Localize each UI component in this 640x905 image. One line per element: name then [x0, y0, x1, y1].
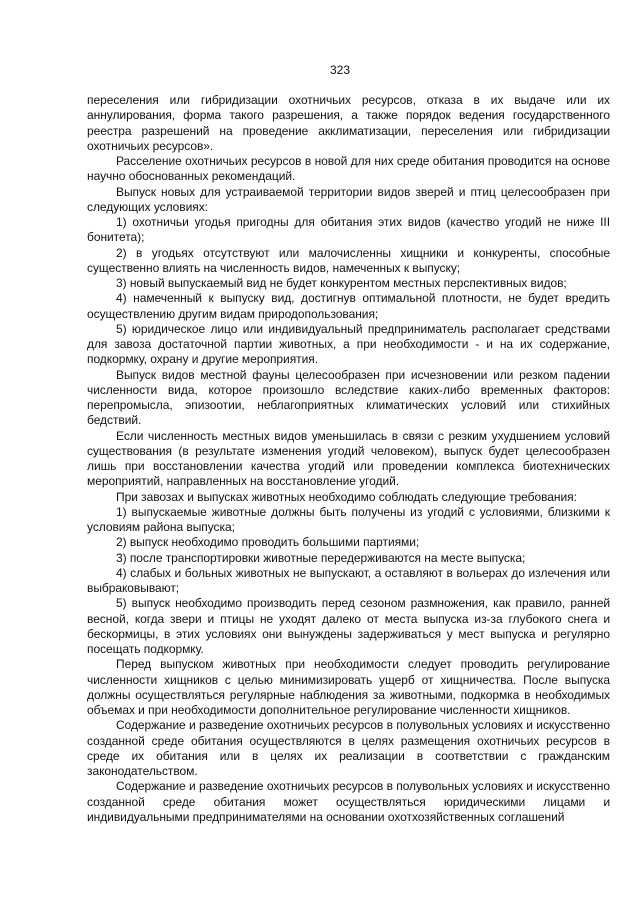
paragraph-5: Если численность местных видов уменьшилась в связи с резким ухудшением условий существования (в результате изменения угодий человеком), выпуск будет целесообразен лишь при восстановлении качества угодий или проведении комплекса биотехнических мероприятий, направленных на восстановление угодий.	[87, 428, 610, 489]
list-item-4: 4) намеченный к выпуску вид, достигнув оптимальной плотности, не будет вредить осуществлению другим видам природопользования;	[87, 291, 610, 321]
requirement-item-2: 2) выпуск необходимо проводить большими партиями;	[116, 535, 420, 550]
requirement-item-3: 3) после транспортировки животные передерживаются на месте выпуска;	[116, 550, 526, 565]
requirement-item-4: 4) слабых и больных животных не выпускают, а оставляют в вольерах до излечения или выбраковывают;	[87, 565, 610, 595]
list-item-5: 5) юридическое лицо или индивидуальный предприниматель располагает средствами для завоза достаточной партии животных, а при необходимости - и на их содержание, подкормку, охрану и другие мероприятия.	[87, 321, 610, 367]
paragraph-2: Расселение охотничьих ресурсов в новой для них среде обитания проводится на основе научно обоснованных рекомендаций.	[87, 154, 610, 184]
paragraph-8: Содержание и разведение охотничьих ресурсов в полувольных условиях и искусственно созданной среде обитания осуществляются в целях размещения охотничьих ресурсов в среде их обитания или в целях их реализации в соответствии с гражданским законодательством.	[87, 718, 610, 778]
list-item-3: 3) новый выпускаемый вид не будет конкурентом местных перспективных видов;	[116, 276, 567, 290]
paragraph-7: Перед выпуском животных при необходимости следует проводить регулирование численности хищников с целью минимизировать ущерб от хищничества. После выпуска должны осуществляться регулярные наблюдения за животными, подкормка в необходимых объемах и при необходимости дополнительное регулирование численности хищников.	[87, 657, 610, 717]
paragraph-9: Содержание и разведение охотничьих ресурсов в полувольных условиях и искусственно созданной среде обитания может осуществляться юридическими лицами и индивидуальными предпринимателями на основании охотхозяйственных соглашений	[87, 779, 610, 824]
paragraph-6: При завозах и выпусках животных необходимо соблюдать следующие требования:	[116, 489, 577, 504]
paragraph-4: Выпуск видов местной фауны целесообразен при исчезновении или резком падении численности вида, которое произошло вследствие каких-либо временных факторов: перепромысла, эпизоотии, неблагоприятных климатических условий или стихийных бедствий.	[87, 367, 610, 428]
list-item-1: 1) охотничьи угодья пригодны для обитания этих видов (качество угодий не ниже III бонитета);	[87, 215, 610, 245]
body-text	[87, 93, 610, 825]
requirement-item-1: 1) выпускаемые животные должны быть получены из угодий с условиями, близкими к условиям района выпуска;	[87, 504, 610, 534]
paragraph-3: Выпуск новых для устраиваемой территории видов зверей и птиц целесообразен при следующих условиях:	[87, 184, 610, 214]
list-item-2: 2) в угодьях отсутствуют или малочисленны хищники и конкуренты, способные существенно влиять на численность видов, намеченных к выпуску;	[87, 245, 610, 275]
page-number: 323	[329, 63, 351, 77]
requirement-item-5: 5) выпуск необходимо производить перед сезоном размножения, как правило, ранней весной, когда звери и птицы не уходят далеко от места выпуска из-за глубокого снега и бескормицы, в этих условиях они вынуждены задерживаться у мест выпуска и регулярно посещать подкормку.	[87, 596, 610, 656]
paragraph-1: переселения или гибридизации охотничьих ресурсов, отказа в их выдаче или их аннулирования, форма такого разрешения, а также порядок ведения государственного реестра разрешений на проведение акклиматизации, переселения или гибридизации охотничьих ресурсов».	[87, 93, 610, 153]
